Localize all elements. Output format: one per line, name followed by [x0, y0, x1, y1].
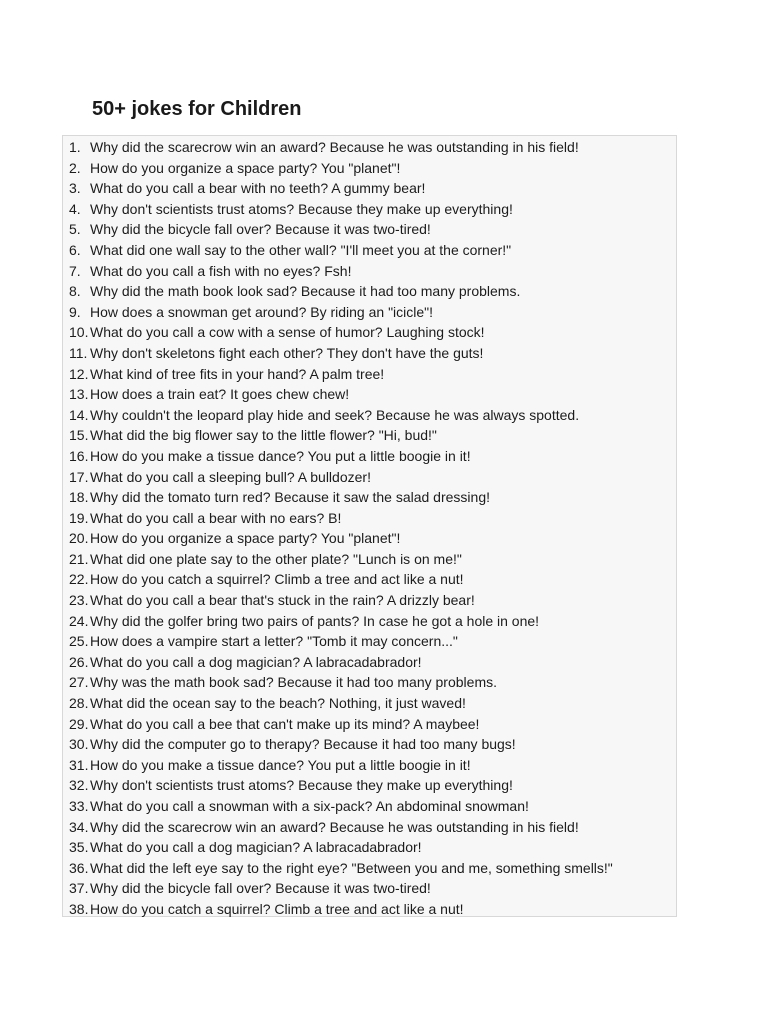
jokes-list — [63, 137, 676, 920]
joke-text: How do you catch a squirrel? Climb a tree and act like a nut! — [90, 571, 464, 588]
joke-number: 2. — [69, 159, 81, 176]
joke-item — [63, 405, 676, 426]
joke-number: 20. — [69, 530, 89, 547]
joke-text: How does a vampire start a letter? "Tomb it may concern..." — [90, 633, 458, 650]
joke-text: How do you organize a space party? You "planet"! — [90, 159, 401, 176]
joke-item — [63, 755, 676, 776]
joke-number: 17. — [69, 468, 89, 485]
joke-text: Why did the golfer bring two pairs of pants? In case he got a hole in one! — [90, 612, 540, 629]
joke-text: What do you call a bee that can't make up its mind? A maybee! — [90, 715, 480, 732]
joke-number: 4. — [69, 200, 81, 217]
joke-text: What do you call a dog magician? A labracadabrador! — [90, 839, 422, 856]
joke-text: What did the left eye say to the right eye? "Between you and me, something smells!" — [90, 859, 613, 876]
joke-text: What did the ocean say to the beach? Nothing, it just waved! — [90, 695, 466, 712]
joke-item — [63, 672, 676, 693]
joke-number: 12. — [69, 365, 89, 382]
joke-text: What do you call a bear with no ears? B! — [90, 509, 342, 526]
joke-item — [63, 446, 676, 467]
joke-text: What did the big flower say to the little flower? "Hi, bud!" — [90, 427, 437, 444]
joke-number: 34. — [69, 818, 89, 835]
joke-item — [63, 899, 676, 920]
joke-item — [63, 652, 676, 673]
joke-text: Why don't scientists trust atoms? Because they make up everything! — [90, 777, 513, 794]
joke-text: Why did the computer go to therapy? Because it had too many bugs! — [90, 736, 516, 753]
joke-number: 33. — [69, 798, 89, 814]
joke-text: Why don't scientists trust atoms? Because they make up everything! — [90, 200, 513, 217]
joke-item — [63, 549, 676, 570]
joke-number: 7. — [69, 262, 81, 279]
joke-item — [63, 219, 676, 240]
joke-item — [63, 302, 676, 323]
joke-number: 37. — [69, 880, 89, 897]
joke-number: 25. — [69, 633, 89, 650]
joke-number: 14. — [69, 406, 89, 423]
joke-item — [63, 199, 676, 220]
page-title: 50+ jokes for Children — [92, 98, 302, 120]
joke-item — [63, 817, 676, 838]
joke-text: How do you catch a squirrel? Climb a tree and act like a nut! — [90, 900, 464, 917]
joke-number: 24. — [69, 612, 89, 629]
joke-number: 26. — [69, 653, 89, 670]
joke-item — [63, 384, 676, 405]
joke-text: How does a train eat? It goes chew chew! — [90, 386, 350, 403]
jokes-list-box — [62, 135, 677, 917]
joke-number: 30. — [69, 736, 89, 753]
joke-text: How do you make a tissue dance? You put a little boogie in it! — [90, 447, 471, 464]
joke-number: 18. — [69, 489, 89, 506]
joke-number: 1. — [69, 139, 81, 155]
joke-number: 5. — [69, 221, 81, 238]
joke-number: 22. — [69, 571, 89, 588]
joke-number: 15. — [69, 427, 89, 444]
joke-item — [63, 137, 676, 158]
joke-text: Why did the scarecrow win an award? Because he was outstanding in his field! — [90, 139, 579, 155]
joke-item — [63, 837, 676, 858]
joke-item — [63, 508, 676, 529]
joke-text: Why did the bicycle fall over? Because it was two-tired! — [90, 880, 431, 897]
joke-item — [63, 775, 676, 796]
joke-item — [63, 796, 676, 817]
joke-item — [63, 158, 676, 179]
joke-number: 9. — [69, 303, 81, 320]
joke-item — [63, 281, 676, 302]
joke-text: What did one plate say to the other plate? "Lunch is on me!" — [90, 550, 462, 567]
joke-number: 31. — [69, 756, 89, 773]
joke-text: Why was the math book sad? Because it had too many problems. — [90, 674, 497, 691]
joke-text: What do you call a cow with a sense of humor? Laughing stock! — [90, 324, 485, 341]
joke-number: 11. — [69, 344, 88, 361]
joke-number: 36. — [69, 859, 89, 876]
joke-text: How does a snowman get around? By riding an "icicle"! — [90, 303, 434, 320]
joke-number: 6. — [69, 241, 81, 258]
joke-text: What do you call a snowman with a six-pack? An abdominal snowman! — [90, 798, 529, 814]
joke-number: 13. — [69, 386, 89, 403]
joke-number: 27. — [69, 674, 89, 691]
joke-number: 10. — [69, 324, 89, 341]
joke-number: 38. — [69, 900, 89, 917]
joke-text: What do you call a sleeping bull? A bulldozer! — [90, 468, 371, 485]
joke-item — [63, 569, 676, 590]
joke-item — [63, 261, 676, 282]
joke-number: 16. — [69, 447, 89, 464]
joke-text: What did one wall say to the other wall? "I'll meet you at the corner!" — [90, 241, 512, 258]
joke-number: 29. — [69, 715, 89, 732]
joke-item — [63, 631, 676, 652]
joke-number: 21. — [69, 550, 89, 567]
joke-text: What do you call a fish with no eyes? Fsh! — [90, 262, 352, 279]
joke-item — [63, 734, 676, 755]
joke-text: Why did the math book look sad? Because it had too many problems. — [90, 283, 521, 300]
joke-item — [63, 322, 676, 343]
joke-text: Why did the tomato turn red? Because it saw the salad dressing! — [90, 489, 490, 506]
joke-number: 23. — [69, 592, 89, 609]
joke-text: How do you make a tissue dance? You put a little boogie in it! — [90, 756, 471, 773]
joke-item — [63, 714, 676, 735]
joke-text: What do you call a bear that's stuck in the rain? A drizzly bear! — [90, 592, 475, 609]
joke-item — [63, 178, 676, 199]
joke-item — [63, 343, 676, 364]
joke-item — [63, 364, 676, 385]
joke-item — [63, 590, 676, 611]
joke-item — [63, 487, 676, 508]
joke-text: What do you call a bear with no teeth? A gummy bear! — [90, 180, 426, 197]
joke-item — [63, 878, 676, 899]
joke-number: 3. — [69, 180, 81, 197]
joke-item — [63, 693, 676, 714]
joke-text: Why did the bicycle fall over? Because it was two-tired! — [90, 221, 431, 238]
joke-text: Why couldn't the leopard play hide and seek? Because he was always spotted. — [90, 406, 580, 423]
joke-text: Why don't skeletons fight each other? They don't have the guts! — [90, 344, 484, 361]
joke-item — [63, 858, 676, 879]
joke-item — [63, 425, 676, 446]
joke-item — [63, 528, 676, 549]
joke-item — [63, 611, 676, 632]
joke-item — [63, 240, 676, 261]
joke-item — [63, 467, 676, 488]
joke-number: 32. — [69, 777, 89, 794]
joke-number: 35. — [69, 839, 89, 856]
joke-number: 19. — [69, 509, 89, 526]
joke-number: 28. — [69, 695, 89, 712]
joke-text: What kind of tree fits in your hand? A palm tree! — [90, 365, 385, 382]
joke-text: Why did the scarecrow win an award? Because he was outstanding in his field! — [90, 818, 579, 835]
joke-text: What do you call a dog magician? A labracadabrador! — [90, 653, 422, 670]
joke-number: 8. — [69, 283, 81, 300]
joke-text: How do you organize a space party? You "planet"! — [90, 530, 401, 547]
